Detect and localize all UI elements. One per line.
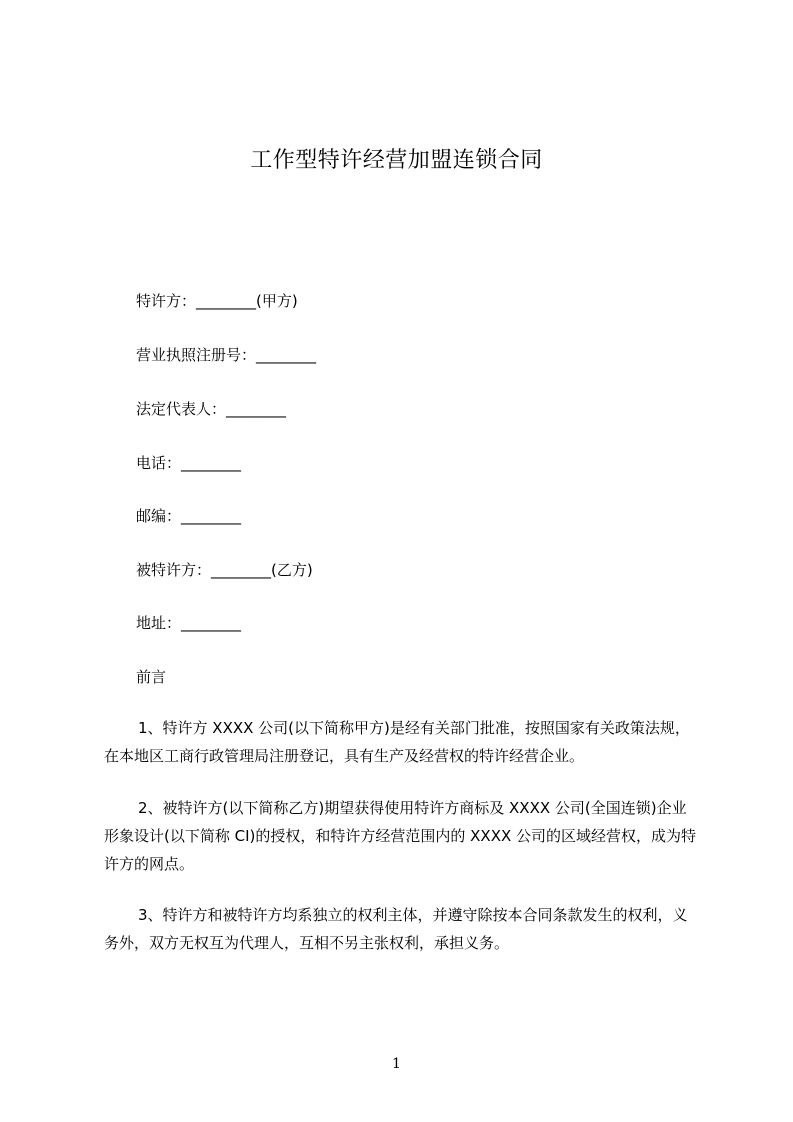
clause-paragraph-1 xyxy=(104,714,700,770)
document-title: 工作型特许经营加盟连锁合同 xyxy=(250,148,543,173)
address-field: 地址：________ xyxy=(136,614,242,632)
business-license-field: 营业执照注册号：________ xyxy=(136,346,317,364)
section-heading: 前言 xyxy=(136,668,167,686)
paragraph-text: 1、特许方 XXXX 公司(以下简称甲方)是经有关部门批准，按照国家有关政策法规，在本地区工商行政管理局注册登记，具有生产及经营权的特许经营企业。 xyxy=(104,719,690,765)
page-number: 1 xyxy=(392,1056,401,1072)
postcode-field: 邮编：________ xyxy=(136,507,242,525)
phone-field: 电话：________ xyxy=(136,454,242,472)
paragraph-text: 3、特许方和被特许方均系独立的权利主体，并遵守除按本合同条款发生的权利，义务外，双方无权互为代理人，互相不另主张权利，承担义务。 xyxy=(104,906,688,952)
franchisee-field: 被特许方：________(乙方) xyxy=(136,561,313,579)
paragraph-text: 2、被特许方(以下简称乙方)期望获得使用特许方商标及 XXXX 公司(全国连锁)企业形象设计(以下简称 CI)的授权，和特许方经营范围内的 XXXX 公司的区域经营权，成为特许方的网点。 xyxy=(104,799,697,873)
clause-paragraph-2 xyxy=(104,794,700,878)
franchisor-field: 特许方：________(甲方) xyxy=(136,292,298,310)
legal-representative-field: 法定代表人：________ xyxy=(136,400,287,418)
clause-paragraph-3 xyxy=(104,901,700,957)
